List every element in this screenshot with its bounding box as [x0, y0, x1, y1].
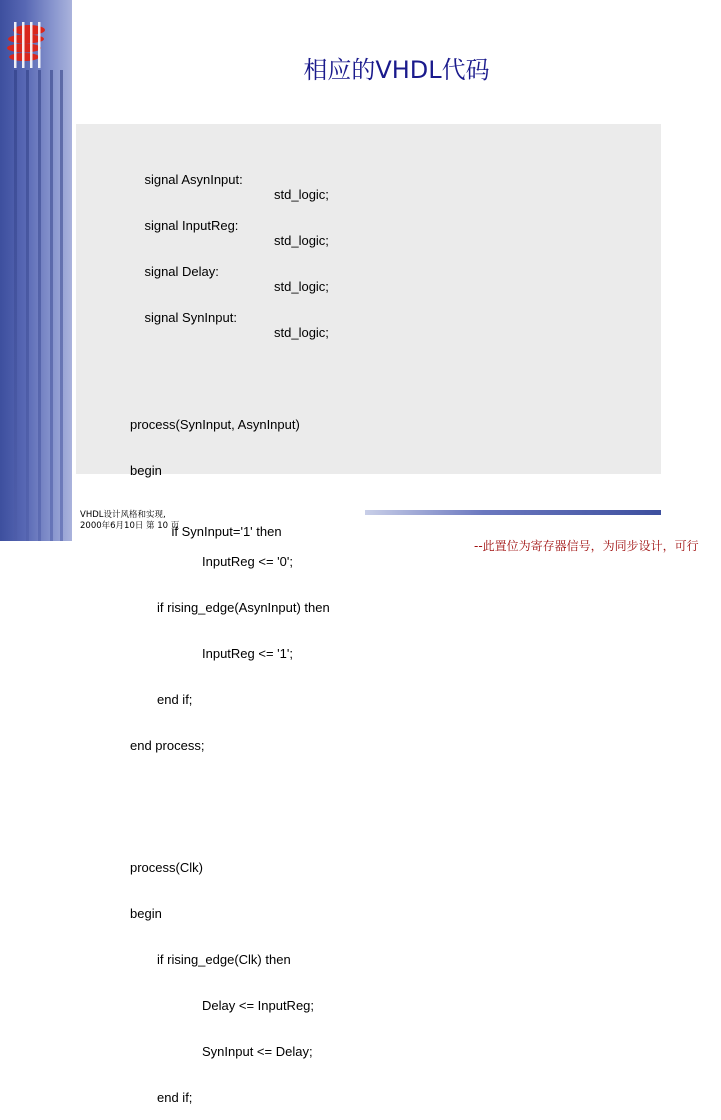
logo-icon [6, 22, 52, 68]
process2-begin: begin [130, 906, 162, 922]
vhdl-code-block [130, 126, 699, 1120]
signal-line [130, 202, 330, 249]
process1-end: end process; [130, 737, 205, 753]
sidebar-stripe [14, 70, 17, 541]
signal-line [130, 157, 330, 203]
sidebar-decoration [0, 0, 72, 541]
signal-type: std_logic; [274, 278, 329, 294]
process1-header: process(SynInput, AsynInput) [130, 416, 300, 432]
slide-title: 相应的VHDL代码 [303, 56, 490, 84]
code-comment: --此置位为寄存器信号，为同步设计，可行 [474, 539, 699, 554]
process2-if1: if rising_edge(Clk) then [157, 952, 291, 968]
process2-header: process(Clk) [130, 860, 203, 876]
process1-if1: if SynInput='1' then [171, 523, 282, 539]
signal-line [130, 248, 330, 294]
process2-assign1: Delay <= InputReg; [202, 997, 315, 1013]
sidebar-stripe [38, 70, 41, 541]
process1-endif: end if; [157, 691, 193, 707]
process1-assign2: InputReg <= '1'; [202, 646, 293, 662]
footer-bar [365, 510, 661, 515]
process2-assign2: SynInput <= Delay; [202, 1043, 313, 1059]
signal-type: std_logic; [274, 187, 329, 203]
slide-footer [80, 510, 179, 532]
footer-line2: 2000年6月10日 第 10 页 [80, 521, 180, 531]
signal-type: std_logic; [274, 324, 329, 340]
signal-decl: signal AsynInput: [144, 171, 243, 187]
signal-line [130, 294, 330, 340]
sidebar-stripe [50, 70, 53, 541]
sidebar-stripe [26, 70, 29, 541]
signal-decl: signal SynInput: [144, 309, 237, 325]
process1-begin: begin [130, 462, 162, 478]
process2-endif: end if; [157, 1089, 193, 1105]
footer-line1: VHDL设计风格和实现, [80, 510, 166, 520]
signal-decl: signal Delay: [144, 263, 219, 279]
signal-type: std_logic; [274, 233, 329, 249]
process1-assign1: InputReg <= '0'; [202, 554, 293, 570]
process1-if2: if rising_edge(AsynInput) then [157, 600, 330, 616]
sidebar-stripe [60, 70, 63, 541]
signal-decl: signal InputReg: [144, 217, 239, 233]
